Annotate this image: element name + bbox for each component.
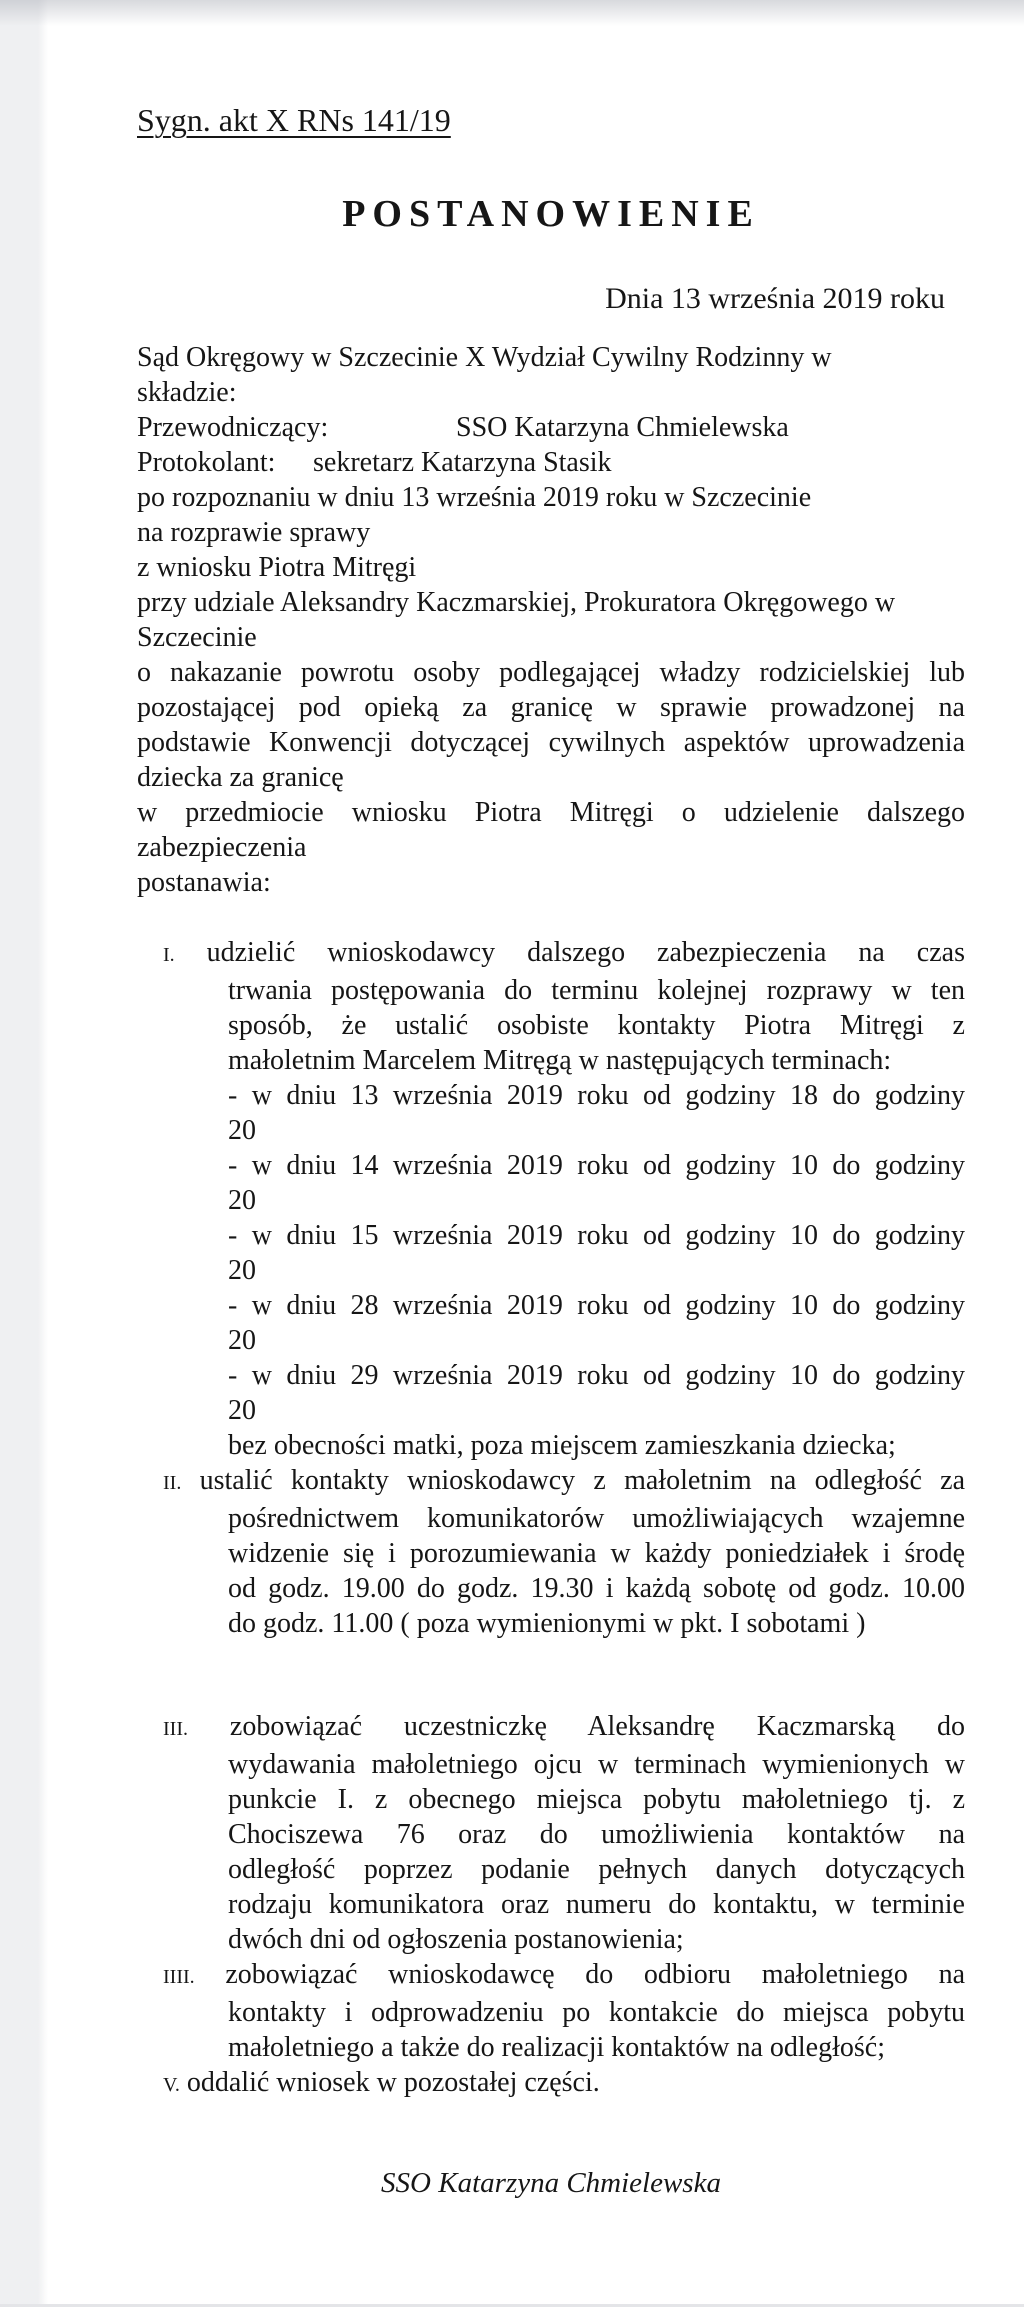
text-line: małoletnim Marcelem Mitręgą w następujących terminach: <box>228 1045 892 1076</box>
text-line: II. ustalić kontakty wnioskodawcy z małoletnim na odległość za <box>163 1465 965 1496</box>
text-line: małoletniego a także do realizacji kontaktów na odległość; <box>228 2032 885 2063</box>
text-line: na rozprawie sprawy <box>137 517 371 548</box>
text-line: widzenie się i porozumiewania w każdy poniedziałek i środę <box>228 1538 965 1569</box>
order-item <box>137 935 965 1463</box>
text-line: - w dniu 15 września 2019 roku od godziny 10 do godziny <box>228 1220 965 1251</box>
text-line: rodzaju komunikatora oraz numeru do kontaktu, w terminie <box>228 1889 965 1920</box>
order-item <box>137 1709 965 1957</box>
item-number: V. <box>163 2074 180 2096</box>
text-line: o nakazanie powrotu osoby podlegającej władzy rodzicielskiej lub <box>137 657 965 688</box>
text-line: składzie: <box>137 377 237 408</box>
text-line: V. oddalić wniosek w pozostałej części. <box>163 2067 600 2098</box>
text-line: 20 <box>228 1325 256 1356</box>
text-line: - w dniu 28 września 2019 roku od godziny 10 do godziny <box>228 1290 965 1321</box>
text-line: zabezpieczenia <box>137 832 307 863</box>
text-line: punkcie I. z obecnego miejsca pobytu małoletniego tj. z <box>228 1784 965 1815</box>
text-line: Chociszewa 76 oraz do umożliwienia kontaktów na <box>228 1819 965 1850</box>
text-line: 20 <box>228 1395 256 1426</box>
item-number: II. <box>163 1472 182 1494</box>
text-line: - w dniu 14 września 2019 roku od godziny 10 do godziny <box>228 1150 965 1181</box>
text-line: dziecka za granicę <box>137 762 344 793</box>
text-line: 20 <box>228 1185 256 1216</box>
item-number: IIII. <box>163 1966 195 1988</box>
field-value: sekretarz Katarzyna Stasik <box>313 447 612 478</box>
text-line: po rozpoznaniu w dniu 13 września 2019 roku w Szczecinie <box>137 482 812 513</box>
text-line: Sąd Okręgowy w Szczecinie X Wydział Cywilny Rodzinny w <box>137 342 832 373</box>
text-line: z wniosku Piotra Mitręgi <box>137 552 417 583</box>
order-item <box>137 2065 965 2103</box>
field-label: Przewodniczący: <box>137 412 329 443</box>
text-line <box>137 445 965 480</box>
text-line: kontakty i odprowadzeniu po kontakcie do miejsca pobytu <box>228 1997 965 2028</box>
text-line: przy udziale Aleksandry Kaczmarskiej, Prokuratora Okręgowego w <box>137 587 896 618</box>
item-number: I. <box>163 944 175 966</box>
order-item <box>137 1463 965 1641</box>
order-item-body <box>163 1709 965 1957</box>
text-line: postanawia: <box>137 867 271 898</box>
text-line: wydawania małoletniego ojcu w terminach wymienionych w <box>228 1749 965 1780</box>
text-line: sposób, że ustalić osobiste kontakty Piotra Mitręgi z <box>228 1010 965 1041</box>
text-line: pozostającej pod opieką za granicę w sprawie prowadzonej na <box>137 692 965 723</box>
document-page <box>137 0 965 2203</box>
text-line: do godz. 11.00 ( poza wymienionymi w pkt. I sobotami ) <box>228 1608 866 1639</box>
field-value: SSO Katarzyna Chmielewska <box>456 412 789 443</box>
case-number: Sygn. akt X RNs 141/19 <box>137 102 451 138</box>
text-line: - w dniu 13 września 2019 roku od godziny 18 do godziny <box>228 1080 965 1111</box>
order-item <box>137 1957 965 2065</box>
judge-signature: SSO Katarzyna Chmielewska <box>381 2167 721 2199</box>
text-line: odległość poprzez podanie pełnych danych dotyczących <box>228 1854 965 1885</box>
order-item-body <box>163 935 965 1463</box>
date-line: Dnia 13 września 2019 roku <box>605 282 945 315</box>
text-line: IIII. zobowiązać wnioskodawcę do odbioru małoletniego na <box>163 1959 965 1990</box>
text-line: w przedmiocie wniosku Piotra Mitręgi o udzielenie dalszego <box>137 797 965 828</box>
text-line: 20 <box>228 1255 256 1286</box>
document-title: POSTANOWIENIE <box>342 193 760 235</box>
scan-left-margin-strip <box>0 0 48 2307</box>
text-line: od godz. 19.00 do godz. 19.30 i każdą sobotę od godz. 10.00 <box>228 1573 965 1604</box>
order-item-body <box>163 1463 965 1641</box>
text-line: trwania postępowania do terminu kolejnej rozprawy w ten <box>228 975 965 1006</box>
text-line: bez obecności matki, poza miejscem zamieszkania dziecka; <box>228 1430 896 1461</box>
text-line: I. udzielić wnioskodawcy dalszego zabezpieczenia na czas <box>163 937 965 968</box>
text-line <box>137 410 965 445</box>
text-line: - w dniu 29 września 2019 roku od godziny 10 do godziny <box>228 1360 965 1391</box>
text-line: Szczecinie <box>137 622 257 653</box>
text-line: pośrednictwem komunikatorów umożliwiających wzajemne <box>228 1503 965 1534</box>
field-label: Protokolant: <box>137 447 276 478</box>
order-item-body <box>163 1957 965 2065</box>
court-composition-and-case-intro <box>137 340 965 900</box>
order-items-list <box>137 935 965 2103</box>
item-number: III. <box>163 1718 188 1740</box>
order-item-body <box>163 2065 965 2103</box>
text-line: podstawie Konwencji dotyczącej cywilnych aspektów uprowadzenia <box>137 727 965 758</box>
text-line: III. zobowiązać uczestniczkę Aleksandrę Kaczmarską do <box>163 1711 965 1742</box>
text-line: 20 <box>228 1115 256 1146</box>
text-line: dwóch dni od ogłoszenia postanowienia; <box>228 1924 684 1955</box>
